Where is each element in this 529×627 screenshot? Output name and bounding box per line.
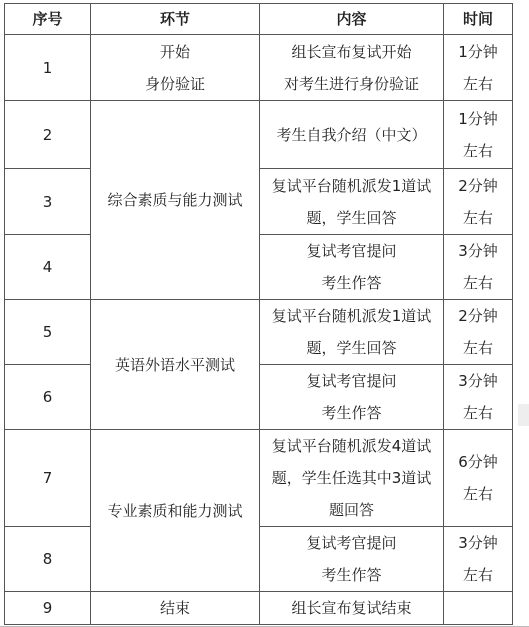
time-cell [444, 35, 513, 101]
content-cell [260, 35, 444, 101]
time-cell [444, 101, 513, 169]
content-cell [260, 235, 444, 300]
content-line: 考生自我介绍（中文） [276, 125, 427, 144]
time-line: 3分钟 [458, 372, 498, 390]
time-line: 1分钟 [458, 42, 498, 61]
header-time: 时间 [444, 4, 513, 35]
content-line: 题回答 [328, 501, 374, 519]
seq-cell: 2 [5, 101, 91, 169]
content-line: 复试考官提问 [306, 242, 397, 260]
time-cell [444, 169, 513, 235]
stage-cell-opening [91, 35, 260, 101]
time-cell [444, 365, 513, 430]
header-stage: 环节 [91, 4, 260, 35]
time-line: 左右 [462, 404, 493, 422]
seq-cell: 5 [5, 300, 91, 365]
header-seq: 序号 [5, 4, 91, 35]
content-line: 复试考官提问 [306, 372, 397, 390]
table-row [5, 430, 513, 527]
header-row [5, 4, 513, 35]
stage-cell-comprehensive: 综合素质与能力测试 [91, 101, 260, 300]
table-row [5, 592, 513, 625]
time-cell [444, 235, 513, 300]
table-row [5, 35, 513, 101]
content-cell [260, 430, 444, 527]
time-line: 3分钟 [458, 534, 498, 552]
content-line: 复试平台随机派发1道试 [271, 176, 432, 195]
stage-cell-english: 英语外语水平测试 [91, 300, 260, 430]
time-cell [444, 430, 513, 527]
time-line: 左右 [462, 274, 493, 292]
seq-cell: 9 [5, 592, 91, 625]
interview-schedule-table [4, 3, 513, 625]
content-line: 复试平台随机派发4道试 [271, 437, 432, 455]
table-row [5, 300, 513, 365]
content-line: 复试考官提问 [306, 534, 397, 552]
time-line: 6分钟 [458, 453, 498, 471]
time-line: 1分钟 [458, 109, 498, 128]
seq-cell: 3 [5, 169, 91, 235]
content-cell [260, 527, 444, 592]
seq-cell: 7 [5, 430, 91, 527]
scroll-edge-marker [518, 404, 529, 426]
content-line: 考生作答 [321, 274, 382, 292]
table-row [5, 101, 513, 169]
content-line: 题，学生任选其中3道试 [271, 469, 432, 487]
content-line: 组长宣布复试结束 [291, 599, 412, 617]
seq-cell: 8 [5, 527, 91, 592]
time-line: 左右 [462, 485, 493, 503]
content-line: 对考生进行身份验证 [283, 74, 419, 93]
content-line: 复试平台随机派发1道试 [271, 307, 432, 325]
time-line: 2分钟 [458, 176, 498, 195]
content-cell [260, 300, 444, 365]
content-line: 组长宣布复试开始 [291, 42, 412, 61]
content-line: 题，学生回答 [306, 339, 397, 357]
stage-line: 身份验证 [144, 74, 205, 93]
content-cell [260, 365, 444, 430]
time-line: 左右 [462, 208, 493, 227]
time-line: 左右 [462, 74, 493, 93]
time-cell [444, 300, 513, 365]
time-line: 2分钟 [458, 307, 498, 325]
content-line: 考生作答 [321, 566, 382, 584]
content-cell [260, 101, 444, 169]
time-line: 3分钟 [458, 242, 498, 260]
time-line: 左右 [462, 566, 493, 584]
content-cell [260, 592, 444, 625]
content-cell [260, 169, 444, 235]
content-line: 考生作答 [321, 404, 382, 422]
content-line: 题，学生回答 [306, 208, 397, 227]
seq-cell: 1 [5, 35, 91, 101]
time-cell [444, 592, 513, 625]
stage-line: 开始 [159, 42, 190, 61]
header-content: 内容 [260, 4, 444, 35]
time-line: 左右 [462, 339, 493, 357]
time-line: 左右 [462, 141, 493, 160]
stage-cell-professional: 专业素质和能力测试 [91, 430, 260, 592]
seq-cell: 4 [5, 235, 91, 300]
seq-cell: 6 [5, 365, 91, 430]
time-cell [444, 527, 513, 592]
stage-cell-ending: 结束 [91, 592, 260, 625]
